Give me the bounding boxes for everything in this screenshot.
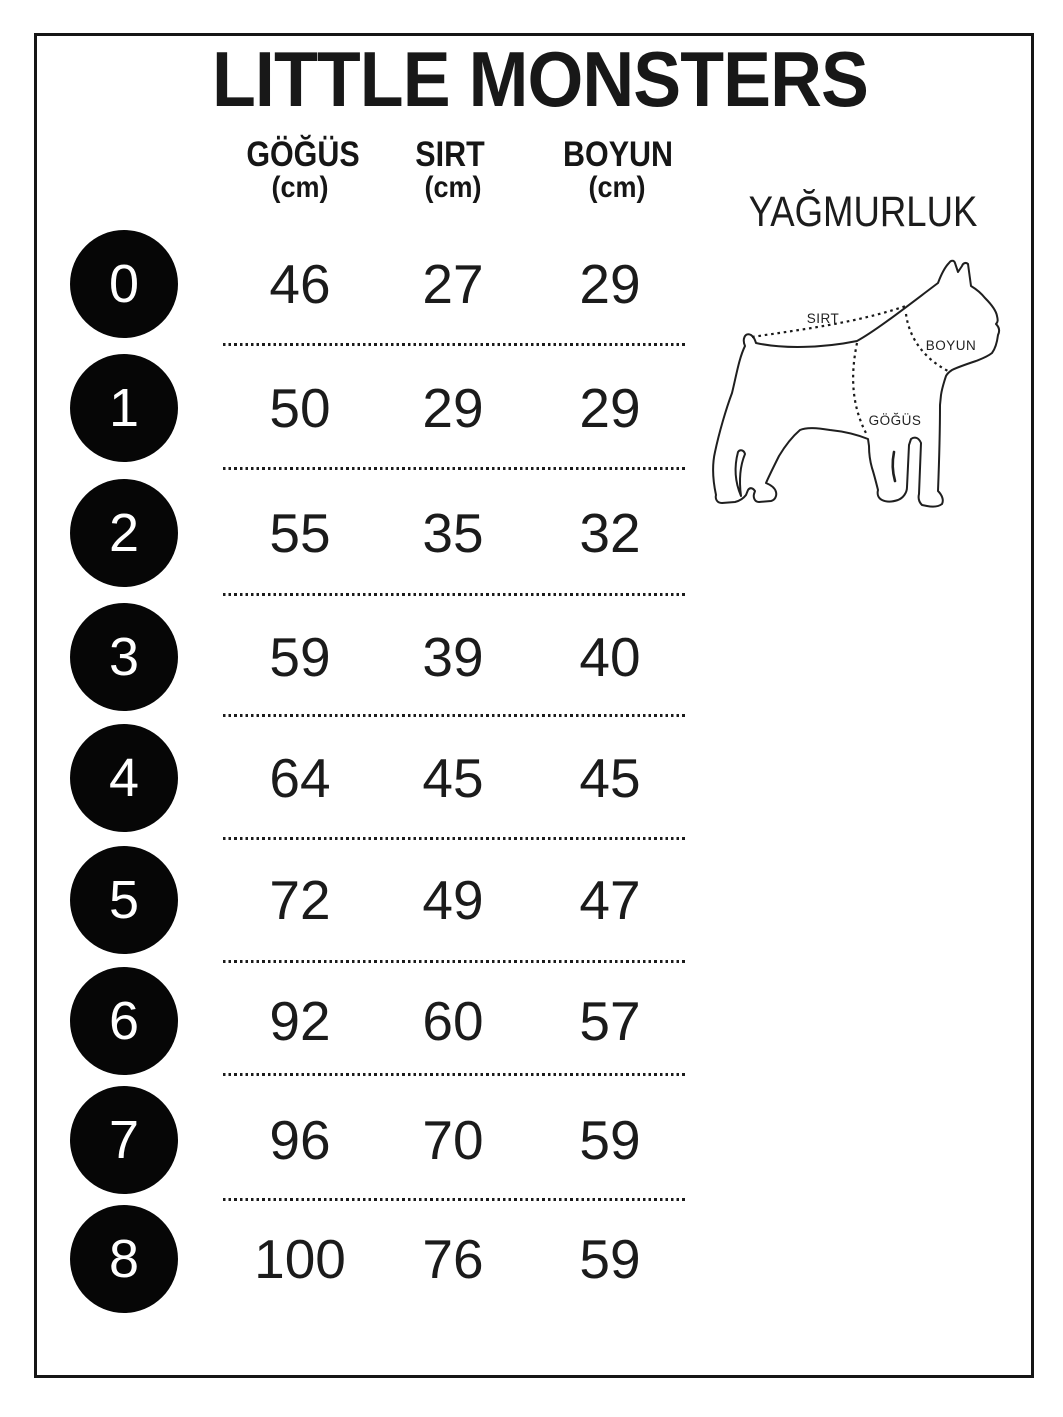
column-unit-gogus: (cm)	[271, 171, 329, 204]
sirt-value: 70	[422, 1109, 484, 1171]
boyun-value: 59	[579, 1228, 641, 1290]
row-divider	[223, 593, 686, 596]
gogus-value: 72	[269, 869, 331, 931]
sirt-value: 39	[422, 626, 484, 688]
column-header-boyun: BOYUN	[563, 135, 673, 174]
column-header-sirt: SIRT	[415, 135, 485, 174]
size-row	[0, 602, 1063, 712]
size-badge	[70, 1086, 178, 1194]
boyun-value: 29	[579, 253, 641, 315]
size-row	[0, 1204, 1063, 1314]
size-number: 7	[108, 1110, 140, 1170]
gogus-measure-label: GÖĞÜS	[868, 413, 922, 428]
row-divider	[223, 343, 686, 346]
size-number: 6	[108, 991, 140, 1051]
row-divider	[223, 960, 686, 963]
sirt-value: 76	[422, 1228, 484, 1290]
size-number: 2	[108, 503, 140, 563]
size-badge	[70, 967, 178, 1075]
size-row	[0, 1085, 1063, 1195]
boyun-value: 47	[579, 869, 641, 931]
gogus-value: 100	[254, 1228, 346, 1290]
gogus-value: 64	[269, 747, 331, 809]
sirt-value: 49	[422, 869, 484, 931]
sirt-value: 45	[422, 747, 484, 809]
size-number: 8	[108, 1229, 140, 1289]
size-number: 3	[108, 627, 140, 687]
gogus-value: 46	[269, 253, 331, 315]
gogus-value: 50	[269, 377, 331, 439]
size-row	[0, 845, 1063, 955]
row-divider	[223, 1073, 686, 1076]
row-divider	[223, 467, 686, 470]
size-badge	[70, 846, 178, 954]
dog-measurement-diagram	[705, 255, 1015, 515]
sirt-value: 29	[422, 377, 484, 439]
size-badge	[70, 479, 178, 587]
size-badge	[70, 603, 178, 711]
size-number: 5	[108, 870, 140, 930]
boyun-value: 40	[579, 626, 641, 688]
gogus-value: 92	[269, 990, 331, 1052]
column-header-gogus: GÖĞÜS	[246, 135, 360, 174]
column-unit-boyun: (cm)	[588, 171, 646, 204]
size-badge	[70, 230, 178, 338]
boyun-value: 59	[579, 1109, 641, 1171]
dog-outline	[713, 261, 999, 507]
size-row	[0, 723, 1063, 833]
size-number: 4	[108, 748, 140, 808]
row-divider	[223, 1198, 686, 1201]
size-badge	[70, 354, 178, 462]
size-row	[0, 966, 1063, 1076]
gogus-value: 55	[269, 502, 331, 564]
boyun-value: 32	[579, 502, 641, 564]
boyun-value: 57	[579, 990, 641, 1052]
size-number: 1	[108, 378, 140, 438]
column-unit-sirt: (cm)	[424, 171, 482, 204]
sirt-value: 60	[422, 990, 484, 1052]
row-divider	[223, 837, 686, 840]
sirt-value: 35	[422, 502, 484, 564]
boyun-measure-label: BOYUN	[925, 338, 977, 353]
boyun-value: 29	[579, 377, 641, 439]
size-badge	[70, 1205, 178, 1313]
size-number: 0	[108, 254, 140, 314]
gogus-value: 59	[269, 626, 331, 688]
product-type-label: YAĞMURLUK	[748, 188, 978, 236]
boyun-value: 45	[579, 747, 641, 809]
sirt-measure-label: SIRT	[806, 311, 840, 326]
sirt-value: 27	[422, 253, 484, 315]
page-title: LITTLE MONSTERS	[212, 35, 868, 123]
row-divider	[223, 714, 686, 717]
size-badge	[70, 724, 178, 832]
gogus-value: 96	[269, 1109, 331, 1171]
